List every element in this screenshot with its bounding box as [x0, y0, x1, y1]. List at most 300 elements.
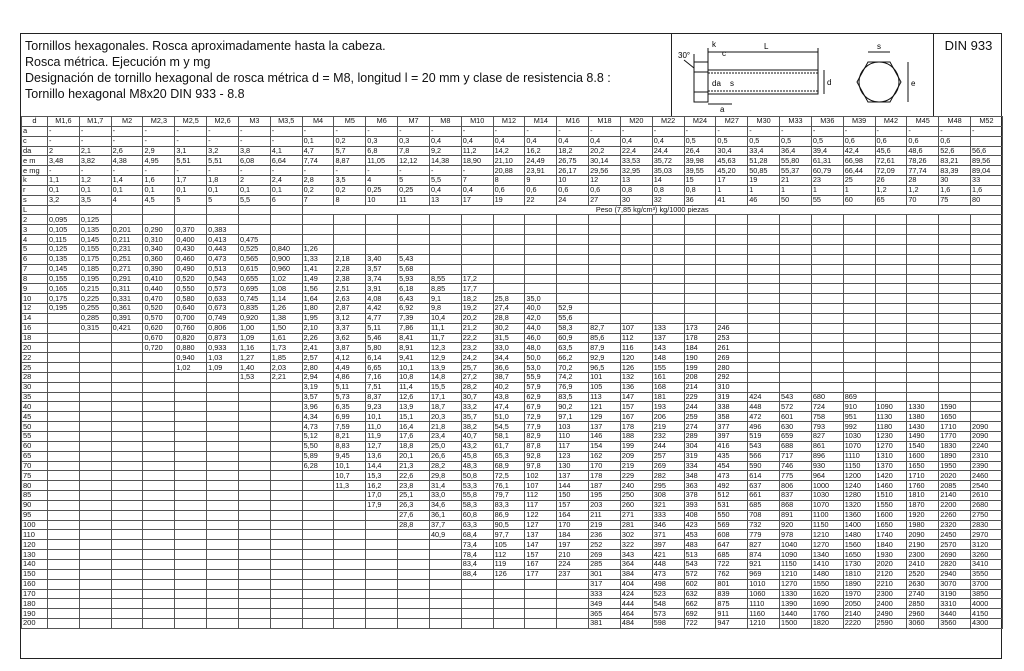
- weight-cell: [748, 313, 780, 323]
- param-cell: 5,7: [334, 146, 366, 156]
- param-cell: 0,1: [111, 185, 143, 195]
- weight-cell: 2590: [875, 619, 907, 629]
- length-cell: 28: [22, 372, 48, 382]
- table-row: [22, 225, 1003, 235]
- weight-cell: [684, 284, 716, 294]
- param-cell: 50,85: [748, 166, 780, 176]
- weight-cell: [334, 619, 366, 629]
- param-cell: 25: [843, 176, 875, 186]
- weight-cell: 116: [620, 343, 652, 353]
- weight-cell: 573: [652, 609, 684, 619]
- param-cell: 20,2: [589, 146, 621, 156]
- weight-cell: 0,391: [111, 313, 143, 323]
- table-row: [22, 520, 1003, 530]
- length-cell: 90: [22, 500, 48, 510]
- weight-cell: 0,410: [143, 274, 175, 284]
- weight-cell: 1710: [907, 471, 939, 481]
- weight-cell: 1,26: [302, 244, 334, 254]
- weight-cell: 5,46: [366, 333, 398, 343]
- weight-cell: [907, 372, 939, 382]
- weight-cell: 5,68: [398, 264, 430, 274]
- weight-cell: 137: [589, 422, 621, 432]
- weight-cell: 1970: [843, 589, 875, 599]
- weight-cell: [175, 441, 207, 451]
- weight-cell: 28,8: [398, 520, 430, 530]
- weight-cell: 199: [684, 363, 716, 373]
- weight-cell: [557, 579, 589, 589]
- weight-cell: [366, 510, 398, 520]
- length-cell: 85: [22, 491, 48, 501]
- weight-cell: 1810: [907, 491, 939, 501]
- weight-cell: [557, 599, 589, 609]
- weight-cell: 2740: [907, 589, 939, 599]
- weight-cell: 1,95: [302, 313, 334, 323]
- row-label-d: d: [22, 117, 48, 127]
- weight-cell: [79, 412, 111, 422]
- param-cell: 33: [971, 176, 1003, 186]
- weight-cell: [780, 274, 812, 284]
- weight-cell: 572: [780, 402, 812, 412]
- weight-cell: [366, 520, 398, 530]
- weight-cell: 9,23: [366, 402, 398, 412]
- param-cell: 33,53: [620, 156, 652, 166]
- weight-cell: 8,37: [366, 392, 398, 402]
- weight-cell: [79, 579, 111, 589]
- weight-cell: 717: [780, 451, 812, 461]
- weight-cell: [366, 550, 398, 560]
- weight-cell: [716, 225, 748, 235]
- length-cell: 30: [22, 382, 48, 392]
- param-cell: 0,4: [525, 136, 557, 146]
- column-header-17: M18: [589, 117, 621, 127]
- weight-cell: [398, 225, 430, 235]
- weight-cell: 203: [589, 500, 621, 510]
- weight-cell: [907, 392, 939, 402]
- param-cell: 3,1: [175, 146, 207, 156]
- param-cell: 0,2: [334, 136, 366, 146]
- weight-cell: 157: [557, 500, 589, 510]
- param-cell: 1: [811, 185, 843, 195]
- weight-cell: 346: [652, 520, 684, 530]
- weight-cell: 1,40: [238, 363, 270, 373]
- weight-cell: 271: [620, 510, 652, 520]
- weight-cell: 2820: [939, 559, 971, 569]
- weight-cell: 435: [716, 451, 748, 461]
- weight-cell: [461, 225, 493, 235]
- weight-cell: 3,19: [302, 382, 334, 392]
- weight-cell: 136: [620, 382, 652, 392]
- weight-cell: 319: [716, 392, 748, 402]
- weight-cell: [811, 284, 843, 294]
- weight-cell: 162: [589, 451, 621, 461]
- weight-cell: [652, 254, 684, 264]
- param-cell: 1,2: [875, 185, 907, 195]
- weight-cell: [971, 274, 1003, 284]
- weight-cell: [207, 432, 239, 442]
- param-cell: 0,1: [207, 185, 239, 195]
- param-cell: -: [238, 126, 270, 136]
- weight-cell: [620, 244, 652, 254]
- table-row: [22, 333, 1003, 343]
- table-row: [22, 402, 1003, 412]
- param-cell: 41: [716, 195, 748, 205]
- weight-cell: 2610: [971, 491, 1003, 501]
- weight-cell: [875, 392, 907, 402]
- weight-cell: 11,3: [334, 481, 366, 491]
- weight-cell: [748, 304, 780, 314]
- weight-cell: 496: [748, 422, 780, 432]
- weight-cell: [907, 235, 939, 245]
- param-cell: 0,5: [811, 136, 843, 146]
- weight-cell: [620, 235, 652, 245]
- weight-cell: 930: [811, 461, 843, 471]
- weight-cell: 280: [716, 363, 748, 373]
- weight-cell: [111, 481, 143, 491]
- table-row: [22, 510, 1003, 520]
- weight-cell: [971, 294, 1003, 304]
- length-cell: 80: [22, 481, 48, 491]
- weight-cell: [302, 471, 334, 481]
- weight-cell: [875, 225, 907, 235]
- weight-cell: [143, 491, 175, 501]
- weight-cell: [143, 422, 175, 432]
- weight-cell: 9,8: [429, 304, 461, 314]
- weight-cell: 40,2: [493, 382, 525, 392]
- weight-cell: 3440: [939, 609, 971, 619]
- weight-cell: 73,4: [461, 540, 493, 550]
- table-row: [22, 294, 1003, 304]
- weight-cell: [334, 235, 366, 245]
- weight-cell: 910: [843, 402, 875, 412]
- weight-cell: 1,27: [238, 353, 270, 363]
- weight-cell: [461, 264, 493, 274]
- length-cell: 35: [22, 392, 48, 402]
- weight-cell: 498: [652, 579, 684, 589]
- weight-cell: 229: [684, 392, 716, 402]
- table-row: [22, 274, 1003, 284]
- param-cell: 9,2: [429, 146, 461, 156]
- weight-cell: 289: [684, 432, 716, 442]
- table-row: [22, 461, 1003, 471]
- param-cell: 18,90: [461, 156, 493, 166]
- weight-cell: 0,749: [207, 313, 239, 323]
- weight-cell: [716, 313, 748, 323]
- param-cell: 0,8: [684, 185, 716, 195]
- param-cell: 0,1: [48, 185, 80, 195]
- weight-cell: [48, 569, 80, 579]
- weight-cell: [207, 609, 239, 619]
- weight-cell: 806: [780, 481, 812, 491]
- weight-cell: 10,1: [334, 461, 366, 471]
- weight-cell: 15,1: [398, 412, 430, 422]
- weight-cell: 1500: [780, 619, 812, 629]
- weight-cell: 10,1: [366, 412, 398, 422]
- column-header-10: M6: [366, 117, 398, 127]
- column-header-25: M39: [843, 117, 875, 127]
- weight-cell: [143, 530, 175, 540]
- weight-cell: 2020: [939, 471, 971, 481]
- param-cell: 0,6: [939, 136, 971, 146]
- weight-cell: 1160: [748, 609, 780, 619]
- weight-cell: 6,28: [302, 461, 334, 471]
- weight-cell: [525, 619, 557, 629]
- weight-cell: [366, 559, 398, 569]
- weight-cell: [111, 619, 143, 629]
- weight-cell: 685: [748, 500, 780, 510]
- weight-cell: [907, 363, 939, 373]
- weight-cell: 364: [620, 559, 652, 569]
- weight-cell: 2090: [907, 530, 939, 540]
- weight-cell: 543: [748, 441, 780, 451]
- weight-cell: 662: [684, 599, 716, 609]
- weight-cell: 343: [620, 550, 652, 560]
- weight-cell: [557, 589, 589, 599]
- weight-cell: [48, 353, 80, 363]
- weight-cell: 3310: [939, 599, 971, 609]
- weight-cell: 30,2: [493, 323, 525, 333]
- label-k: k: [712, 40, 716, 49]
- weight-cell: [493, 609, 525, 619]
- weight-cell: 1130: [875, 412, 907, 422]
- weight-cell: 0,840: [270, 244, 302, 254]
- weight-cell: [525, 589, 557, 599]
- weight-cell: 1280: [843, 491, 875, 501]
- weight-cell: 170: [557, 520, 589, 530]
- weight-cell: 5,50: [302, 441, 334, 451]
- weight-cell: 0,460: [175, 254, 207, 264]
- weight-cell: 2940: [939, 569, 971, 579]
- weight-cell: 2140: [843, 609, 875, 619]
- param-cell: 51,28: [748, 156, 780, 166]
- weight-cell: 637: [748, 481, 780, 491]
- weight-cell: [907, 274, 939, 284]
- weight-cell: 598: [652, 619, 684, 629]
- weight-cell: 920: [780, 520, 812, 530]
- weight-cell: 473: [652, 569, 684, 579]
- param-cell: 29,56: [589, 166, 621, 176]
- weight-cell: 274: [684, 422, 716, 432]
- weight-cell: 3,57: [302, 392, 334, 402]
- weight-cell: 112: [620, 333, 652, 343]
- dimension-weight-table: [21, 116, 1003, 629]
- weight-cell: 21,3: [398, 461, 430, 471]
- weight-cell: [48, 343, 80, 353]
- weight-cell: 2260: [939, 510, 971, 520]
- param-cell: 1,1: [48, 176, 80, 186]
- weight-cell: 18,8: [398, 441, 430, 451]
- weight-cell: [398, 609, 430, 619]
- weight-cell: [48, 313, 80, 323]
- weight-cell: 334: [684, 461, 716, 471]
- weight-cell: 33,2: [461, 402, 493, 412]
- weight-cell: [907, 323, 939, 333]
- weight-cell: [811, 294, 843, 304]
- weight-cell: [48, 599, 80, 609]
- weight-cell: [207, 599, 239, 609]
- bolt-drawing: [671, 34, 934, 116]
- weight-cell: [79, 540, 111, 550]
- weight-cell: 1210: [748, 619, 780, 629]
- weight-cell: [270, 510, 302, 520]
- weight-cell: 358: [716, 412, 748, 422]
- param-cell: 4: [111, 195, 143, 205]
- weight-cell: 3120: [971, 540, 1003, 550]
- weight-cell: 1,00: [238, 323, 270, 333]
- weight-cell: [175, 569, 207, 579]
- weight-cell: 548: [652, 599, 684, 609]
- weight-cell: [875, 333, 907, 343]
- param-cell: 50: [780, 195, 812, 205]
- weight-cell: [143, 441, 175, 451]
- weight-cell: 1770: [939, 432, 971, 442]
- weight-cell: 4150: [971, 609, 1003, 619]
- weight-cell: [971, 343, 1003, 353]
- weight-cell: [748, 235, 780, 245]
- weight-cell: [939, 274, 971, 284]
- weight-cell: [111, 569, 143, 579]
- row-label-L: L: [22, 205, 48, 215]
- weight-cell: [843, 225, 875, 235]
- weight-cell: 240: [620, 481, 652, 491]
- weight-cell: 6,99: [334, 412, 366, 422]
- param-cell: 0,6: [875, 136, 907, 146]
- weight-cell: 0,290: [143, 225, 175, 235]
- weight-cell: [143, 372, 175, 382]
- weight-cell: 4300: [971, 619, 1003, 629]
- weight-cell: 1870: [907, 500, 939, 510]
- weight-cell: [79, 599, 111, 609]
- weight-cell: [780, 294, 812, 304]
- header-text: [25, 38, 611, 102]
- weight-cell: [811, 304, 843, 314]
- weight-cell: 36,1: [429, 510, 461, 520]
- weight-cell: 0,960: [270, 264, 302, 274]
- table-row: [22, 412, 1003, 422]
- param-cell: 0,5: [780, 136, 812, 146]
- weight-cell: 837: [780, 491, 812, 501]
- weight-cell: 861: [811, 441, 843, 451]
- weight-cell: [270, 451, 302, 461]
- weight-cell: [207, 520, 239, 530]
- param-cell: 0,1: [238, 185, 270, 195]
- weight-cell: 2240: [971, 441, 1003, 451]
- column-header-21: M27: [716, 117, 748, 127]
- weight-cell: 310: [716, 382, 748, 392]
- weight-cell: 101: [589, 372, 621, 382]
- weight-cell: [398, 215, 430, 225]
- param-cell: 5,51: [175, 156, 207, 166]
- param-cell: 28: [907, 176, 939, 186]
- weight-cell: [748, 343, 780, 353]
- weight-cell: 137: [525, 530, 557, 540]
- weight-cell: 20,1: [398, 451, 430, 461]
- param-cell: -: [620, 126, 652, 136]
- weight-cell: 5,12: [302, 432, 334, 442]
- param-row: [22, 136, 1003, 146]
- weight-cell: [811, 372, 843, 382]
- weight-cell: 304: [684, 441, 716, 451]
- weight-cell: 35,0: [525, 294, 557, 304]
- table-row: [22, 500, 1003, 510]
- weight-cell: 1,09: [238, 333, 270, 343]
- weight-cell: 1,64: [302, 294, 334, 304]
- table-row: [22, 343, 1003, 353]
- param-cell: 0,1: [270, 185, 302, 195]
- weight-cell: [238, 589, 270, 599]
- weight-cell: [270, 412, 302, 422]
- weight-cell: [48, 422, 80, 432]
- weight-cell: [875, 264, 907, 274]
- weight-cell: 531: [716, 500, 748, 510]
- weight-cell: 0,573: [207, 284, 239, 294]
- weight-cell: 66,2: [557, 353, 589, 363]
- table-row: [22, 619, 1003, 629]
- weight-cell: [111, 471, 143, 481]
- weight-cell: 4,49: [334, 363, 366, 373]
- weight-cell: [143, 559, 175, 569]
- weight-cell: [111, 363, 143, 373]
- param-cell: 2: [48, 146, 80, 156]
- weight-cell: 260: [620, 500, 652, 510]
- weight-cell: [716, 284, 748, 294]
- param-cell: 0,6: [525, 185, 557, 195]
- weight-cell: [907, 264, 939, 274]
- param-cell: 0,4: [429, 185, 461, 195]
- weight-cell: 252: [589, 540, 621, 550]
- length-cell: 40: [22, 402, 48, 412]
- weight-cell: 3,96: [302, 402, 334, 412]
- param-cell: -: [175, 166, 207, 176]
- weight-cell: [493, 599, 525, 609]
- weight-cell: [238, 225, 270, 235]
- weight-cell: [684, 215, 716, 225]
- weight-cell: [238, 432, 270, 442]
- weight-cell: 157: [620, 402, 652, 412]
- weight-cell: 87,8: [525, 441, 557, 451]
- weight-cell: 11,7: [429, 333, 461, 343]
- weight-cell: [270, 215, 302, 225]
- length-cell: 60: [22, 441, 48, 451]
- weight-cell: 1270: [811, 540, 843, 550]
- weight-cell: 1490: [907, 432, 939, 442]
- weight-cell: [270, 500, 302, 510]
- weight-cell: 1760: [907, 481, 939, 491]
- weight-cell: 211: [589, 510, 621, 520]
- weight-cell: 6,43: [398, 294, 430, 304]
- param-row: [22, 146, 1003, 156]
- empty-cell: [238, 205, 270, 215]
- weight-cell: [875, 372, 907, 382]
- param-cell: 0,25: [366, 185, 398, 195]
- weight-cell: [48, 589, 80, 599]
- param-cell: 21,10: [493, 156, 525, 166]
- weight-cell: [620, 225, 652, 235]
- param-cell: 30,4: [716, 146, 748, 156]
- weight-cell: [398, 559, 430, 569]
- weight-cell: 82,9: [525, 432, 557, 442]
- weight-cell: 0,421: [111, 323, 143, 333]
- param-cell: 56,6: [971, 146, 1003, 156]
- weight-cell: 96,5: [589, 363, 621, 373]
- length-cell: 2: [22, 215, 48, 225]
- weight-cell: 732: [748, 520, 780, 530]
- weight-cell: 292: [716, 372, 748, 382]
- weight-cell: 1150: [780, 559, 812, 569]
- table-row: [22, 215, 1003, 225]
- weight-cell: 62,9: [525, 392, 557, 402]
- weight-cell: 2450: [939, 530, 971, 540]
- weight-cell: 0,251: [111, 254, 143, 264]
